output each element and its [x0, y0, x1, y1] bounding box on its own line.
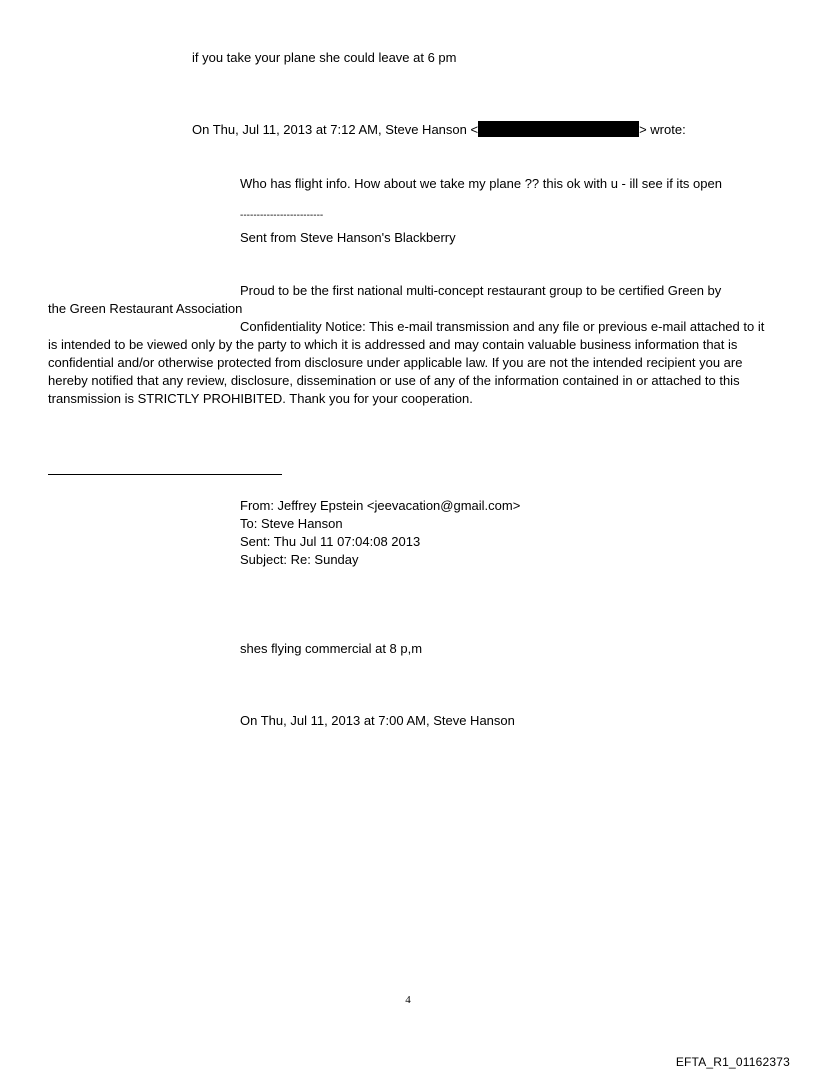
signature-text: Sent from Steve Hanson's Blackberry	[240, 230, 456, 245]
separator-line	[48, 474, 282, 475]
forwarded-sent: Sent: Thu Jul 11 07:04:08 2013	[240, 534, 421, 549]
quoted-message-body: Who has flight info. How about we take my plane ?? this ok with u - ill see if its open	[240, 176, 722, 191]
quote-header-suffix: > wrote:	[639, 122, 686, 137]
reply-line: if you take your plane she could leave at 6 pm	[192, 50, 457, 65]
quote-header-prefix: On Thu, Jul 11, 2013 at 7:12 AM, Steve Hanson <	[192, 122, 479, 137]
page-number: 4	[405, 994, 411, 1006]
redaction-bar	[478, 121, 639, 137]
quote-header-1	[192, 121, 686, 139]
confidentiality-rest: to it is intended to be viewed only by the party to which it is addressed and may contain valuable business information that is confidential and/or otherwise protected from disclosure under applicable law. If you are not the intended recipient you are hereby notified that any review, disclosure, dissemination or use of any of the information contained in or attached to this transmission is STRICTLY PROHIBITED. Thank you for your cooperation.	[48, 319, 765, 406]
forwarded-to: To: Steve Hanson	[240, 516, 343, 531]
green-notice	[48, 282, 768, 318]
confidentiality-first: Confidentiality Notice: This e-mail transmission and any file or previous e-mail attached	[240, 319, 740, 334]
green-notice-line1: Proud to be the first national multi-concept restaurant group to be certified Green by	[240, 283, 722, 298]
forwarded-subject: Subject: Re: Sunday	[240, 552, 359, 567]
confidentiality-notice	[48, 318, 768, 408]
document-id: EFTA_R1_01162373	[675, 1055, 790, 1069]
message-body-2: shes flying commercial at 8 p,m	[240, 641, 423, 656]
quote-header-2: On Thu, Jul 11, 2013 at 7:00 AM, Steve Hanson	[240, 713, 515, 728]
green-notice-line2: the Green Restaurant Association	[48, 301, 243, 316]
signature-divider: -------------------------	[240, 210, 324, 221]
forwarded-from: From: Jeffrey Epstein <jeevacation@gmail.com>	[240, 498, 521, 513]
